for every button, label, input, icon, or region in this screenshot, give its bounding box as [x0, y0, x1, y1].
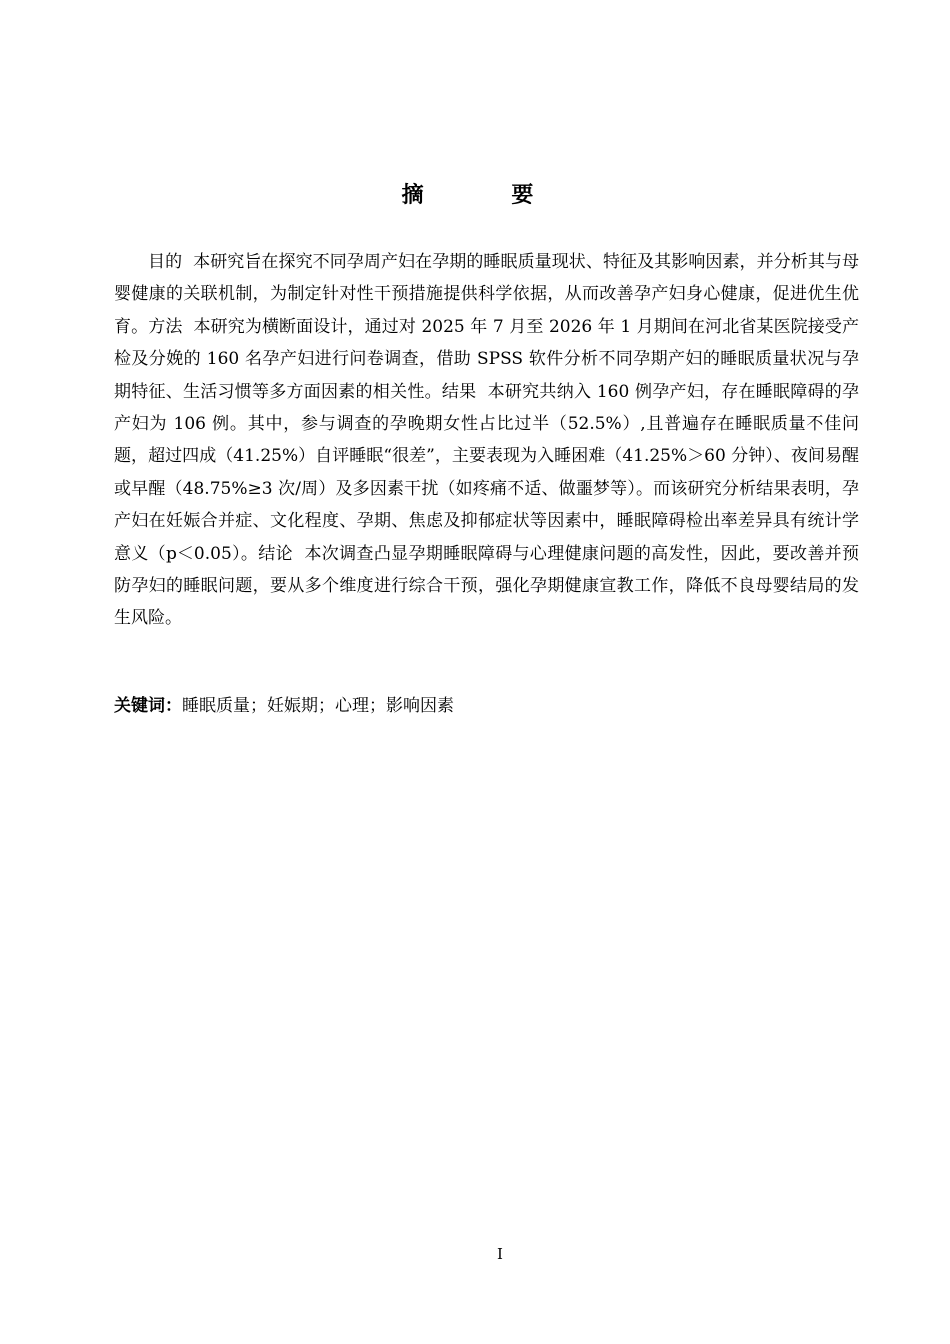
- keywords-line: [114, 692, 859, 720]
- results-label: 结果: [441, 381, 477, 402]
- methods-text: 本研究为横断面设计，通过对 2025 年 7 月至 2026 年 1 月期间在河北省某医院接受产检及分娩的 160 名孕产妇进行问卷调查，借助 SPSS 软件分析不同孕期产妇的睡眠质量状况与孕期特征、生活习惯等多方面因素的相关性。: [114, 316, 860, 402]
- abstract-title: 摘 要: [401, 183, 574, 208]
- conclusion-text: 本次调查凸显孕期睡眠障碍与心理健康问题的高发性，因此，要改善并预防孕妇的睡眠问题，要从多个维度进行综合干预，强化孕期健康宣教工作，降低不良母婴结局的发生风险。: [114, 543, 860, 629]
- methods-label: 方法: [148, 316, 183, 337]
- conclusion-label: 结论: [258, 543, 293, 564]
- results-text: 本研究共纳入 160 例孕产妇，存在睡眠障碍的孕产妇为 106 例。其中，参与调查的孕晚期女性占比过半（52.5%）,且普遍存在睡眠质量不佳问题，超过四成（41.25%）自评睡眠“很差”，主要表现为入睡困难（41.25%＞60 分钟）、夜间易醒或早醒（48.75%≥3 次/周）及多因素干扰（如疼痛不适、做噩梦等）。而该研究分析结果表明，孕产妇在妊娠合并症、文化程度、孕期、焦虑及抑郁症状等因素中，睡眠障碍检出率差异具有统计学意义（p＜0.05）。: [114, 381, 860, 564]
- keywords-value: 睡眠质量；妊娠期；心理；影响因素: [182, 696, 454, 716]
- objective-label: 目的: [148, 252, 183, 272]
- abstract-paragraph: [114, 246, 859, 635]
- objective-text: 本研究旨在探究不同孕周产妇在孕期的睡眠质量现状、特征及其影响因素，并分析其与母婴健康的关联机制，为制定针对性干预措施提供科学依据，从而改善孕产妇身心健康，促进优生优育。: [114, 252, 860, 337]
- keywords-label: 关键词：: [114, 696, 182, 716]
- page-number: I: [497, 1245, 503, 1263]
